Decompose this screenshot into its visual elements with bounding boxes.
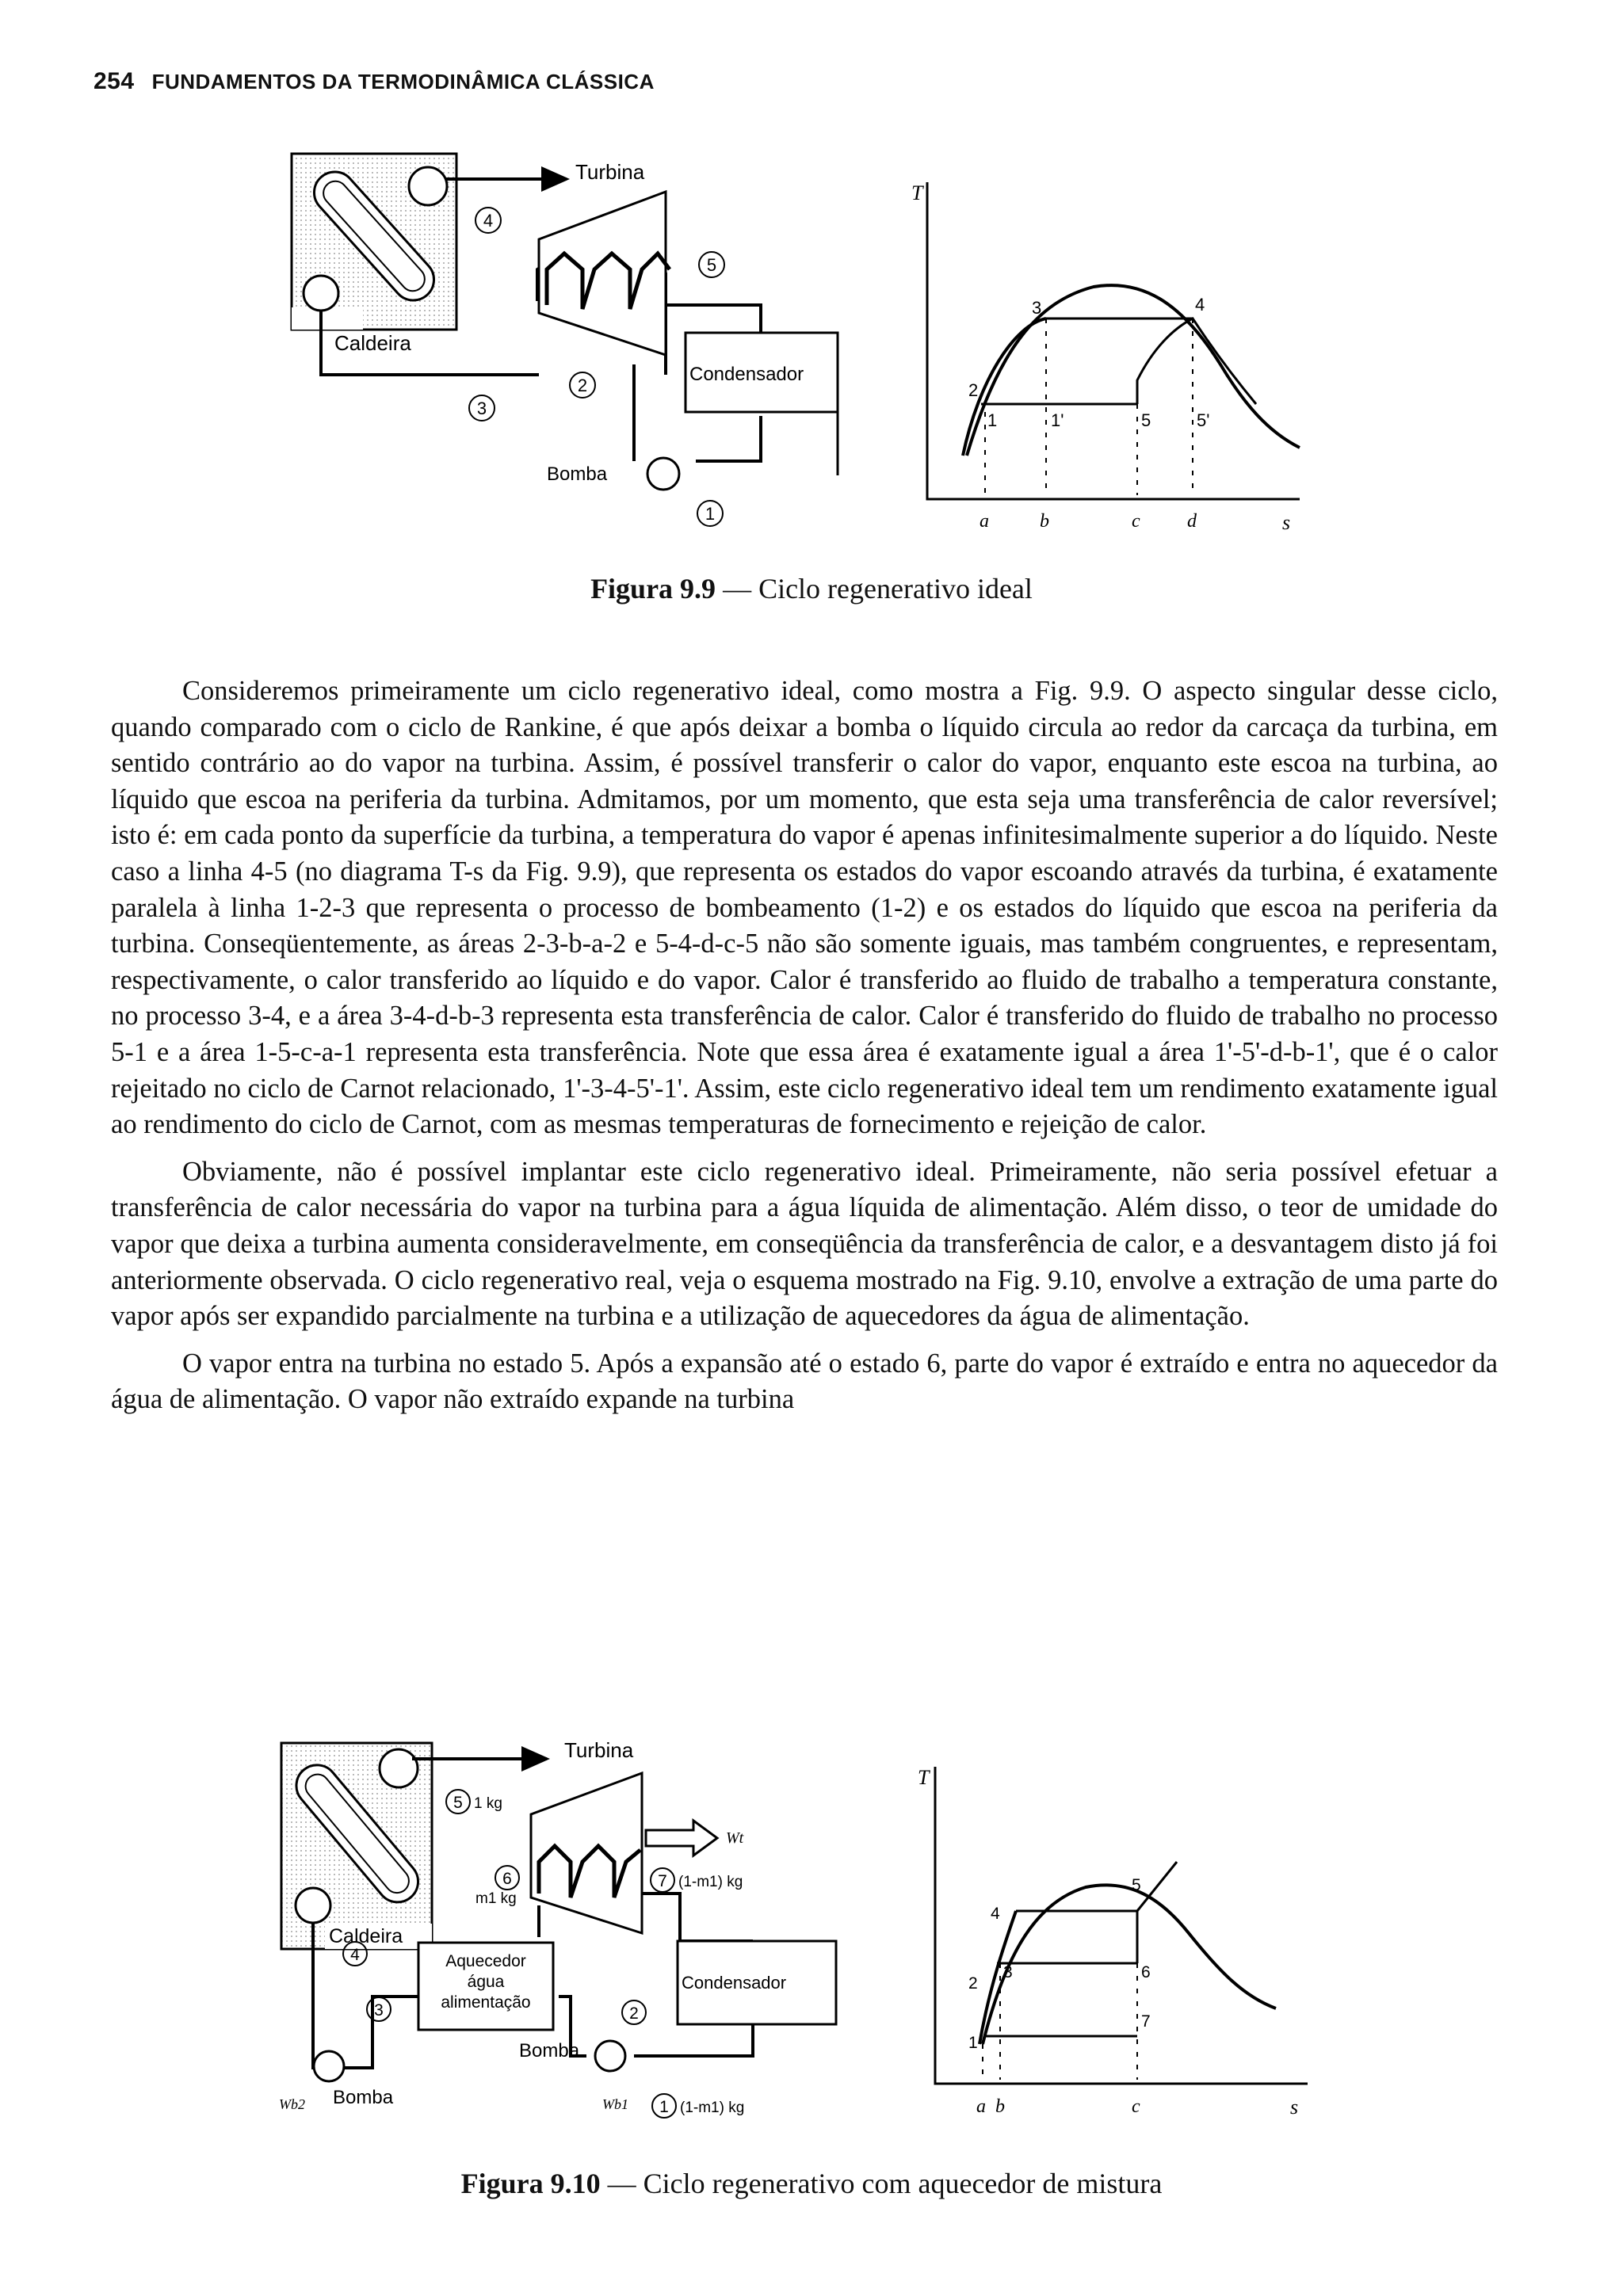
flow-7: (1-m1) kg xyxy=(678,1874,743,1890)
ts2-point-4: 4 xyxy=(991,1905,1000,1923)
state-4-2: 4 xyxy=(350,1946,360,1964)
ts-tick-a: a xyxy=(980,511,989,532)
label-aquecedor-2: água xyxy=(467,1973,505,1991)
state-3: 3 xyxy=(476,399,487,418)
ts-diagram-9-10 xyxy=(918,1766,1308,2119)
label-bomba: Bomba xyxy=(547,463,608,485)
state-5-2: 5 xyxy=(453,1794,463,1812)
body-text xyxy=(111,673,1498,1418)
label-wt: Wt xyxy=(726,1829,744,1847)
label-turbina: Turbina xyxy=(575,160,645,184)
ts2-point-6: 6 xyxy=(1141,1963,1151,1981)
figure-9-10-drawing xyxy=(0,1735,1623,2147)
label-bomba-left: Bomba xyxy=(333,2087,394,2108)
ts2-point-3: 3 xyxy=(1003,1963,1013,1981)
caption-9-9-label: Figura 9.9 xyxy=(590,573,716,605)
ts2-point-5: 5 xyxy=(1132,1876,1141,1894)
state-5: 5 xyxy=(706,255,717,275)
boiler xyxy=(292,154,456,330)
state-1: 1 xyxy=(705,504,716,524)
pump-2-icon xyxy=(314,2051,344,2081)
label-bomba-right: Bomba xyxy=(519,2040,580,2061)
caption-9-10-label: Figura 9.10 xyxy=(460,2168,601,2199)
ts2-point-1: 1 xyxy=(968,2034,978,2052)
ts-point-5: 5 xyxy=(1141,410,1151,430)
state-6-2: 6 xyxy=(502,1870,512,1888)
caption-figure-9-10 xyxy=(0,2167,1623,2200)
ts-point-5p: 5' xyxy=(1197,410,1210,430)
turbine xyxy=(539,192,666,355)
flow-6: m1 kg xyxy=(475,1890,517,1907)
label-condensador: Condensador xyxy=(689,364,804,385)
label-condensador-2: Condensador xyxy=(682,1973,787,1993)
state-2-2: 2 xyxy=(629,2004,639,2023)
ts2-axis-s: s xyxy=(1290,2096,1299,2119)
label-aquecedor-3: alimentação xyxy=(441,1993,531,2012)
figure-9-9 xyxy=(0,143,1623,570)
label-aquecedor-1: Aquecedor xyxy=(445,1952,526,1970)
figure-9-10 xyxy=(0,1735,1623,2147)
ts-point-1: 1 xyxy=(987,410,998,430)
ts-point-2: 2 xyxy=(968,380,979,400)
ts2-tick-c: c xyxy=(1132,2096,1140,2117)
label-wb1: Wb1 xyxy=(602,2096,628,2112)
paragraph-1: Consideremos primeiramente um ciclo regenerativo ideal, como mostra a Fig. 9.9. O aspecto singular desse ciclo, quando comparado com o ciclo de Rankine, é que após deixar a bomba o líquido circula ao redor da carcaça da turbina, em sentido contrário ao do vapor na turbina. Assim, é possível transferir o calor do vapor, enquanto este escoa na turbina, ao líquido que escoa na periferia da turbina. Admitamos, por um momento, que esta seja uma transferência de calor reversível; isto é: em cada ponto da superfície da turbina, a temperatura do vapor é apenas infinitesimalmente superior a do líquido. Neste caso a linha 4-5 (no diagrama T-s da Fig. 9.9), que representa os estados do vapor escoando através da turbina, é exatamente paralela à linha 1-2-3 que representa o processo de bombeamento (1-2) e os estados do líquido que escoa na periferia da turbina. Conseqüentemente, as áreas 2-3-b-a-2 e 5-4-d-c-5 não são somente iguais, mas também congruentes, e representam, respectivamente, o calor transferido ao líquido e do vapor. Calor é transferido ao fluido de trabalho a temperatura constante, no processo 3-4, e a área 3-4-d-b-3 representa esta transferência de calor. Calor é transferido do fluido de trabalho no processo 5-1 e a área 1-5-c-a-1 representa esta transferência. Note que essa área é exatamente igual a área 1'-5'-d-b-1', que é o calor rejeitado no ciclo de Carnot relacionado, 1'-3-4-5'-1'. Assim, este ciclo regenerativo ideal tem um rendimento exatamente igual ao rendimento do ciclo de Carnot, com as mesmas temperaturas de fornecimento e rejeição de calor. xyxy=(111,676,1498,1140)
caption-9-9-text: — Ciclo regenerativo ideal xyxy=(716,573,1033,605)
state-4: 4 xyxy=(483,211,494,231)
caption-figure-9-9 xyxy=(0,572,1623,605)
caption-9-10-text: — Ciclo regenerativo com aquecedor de mistura xyxy=(600,2168,1163,2199)
page-number: 254 xyxy=(94,68,135,94)
figure-9-9-drawing xyxy=(0,143,1623,570)
ts2-tick-b: b xyxy=(995,2096,1005,2117)
paragraph-3: O vapor entra na turbina no estado 5. Após a expansão até o estado 6, parte do vapor é extraído e entra no aquecedor da água de alimentação. O vapor não extraído expande na turbina xyxy=(111,1348,1498,1415)
ts-tick-d: d xyxy=(1187,511,1197,532)
ts-axis-t: T xyxy=(911,181,923,204)
ts2-axis-t: T xyxy=(918,1766,930,1789)
pump-1-icon xyxy=(595,2041,625,2071)
ts-tick-c: c xyxy=(1132,511,1140,532)
boiler-2 xyxy=(281,1743,432,1949)
state-7-2: 7 xyxy=(658,1872,667,1890)
flow-1: (1-m1) kg xyxy=(680,2100,745,2116)
running-title: FUNDAMENTOS DA TERMODINÂMICA CLÁSSICA xyxy=(151,70,655,93)
label-caldeira: Caldeira xyxy=(334,331,411,355)
ts2-point-2: 2 xyxy=(968,1974,978,1993)
ts-point-1p: 1' xyxy=(1051,410,1064,430)
paragraph-2: Obviamente, não é possível implantar este ciclo regenerativo ideal. Primeiramente, não seria possível efetuar a transferência de calor necessária do vapor na turbina para a água líquida de alimentação. Além disso, o teor de umidade do vapor que deixa a turbina aumenta consideravelmente, em conseqüência da transferência de calor, e a desvantagem disto já foi anteriormente observada. O ciclo regenerativo real, veja o esquema mostrado na Fig. 9.10, envolve a extração de uma parte do vapor após ser expandido parcialmente na turbina e a utilização de aquecedores da água de alimentação. xyxy=(111,1156,1498,1332)
flow-5: 1 kg xyxy=(474,1795,502,1812)
state-3-2: 3 xyxy=(374,2001,384,2019)
label-caldeira-2: Caldeira xyxy=(329,1925,403,1947)
ts2-point-7: 7 xyxy=(1141,2012,1151,2031)
label-turbina-2: Turbina xyxy=(564,1738,634,1762)
state-1-2: 1 xyxy=(659,2098,669,2116)
ts-point-3: 3 xyxy=(1032,298,1042,318)
running-header xyxy=(94,68,655,95)
label-wb2: Wb2 xyxy=(279,2096,305,2112)
ts-point-4: 4 xyxy=(1195,295,1205,315)
ts-axis-s: s xyxy=(1282,511,1291,534)
state-2: 2 xyxy=(577,376,588,395)
ts-tick-b: b xyxy=(1040,511,1049,532)
pump-icon xyxy=(647,458,679,490)
ts-diagram-9-9 xyxy=(911,181,1300,534)
ts2-tick-a: a xyxy=(976,2096,986,2117)
work-arrow-icon xyxy=(646,1821,717,1855)
